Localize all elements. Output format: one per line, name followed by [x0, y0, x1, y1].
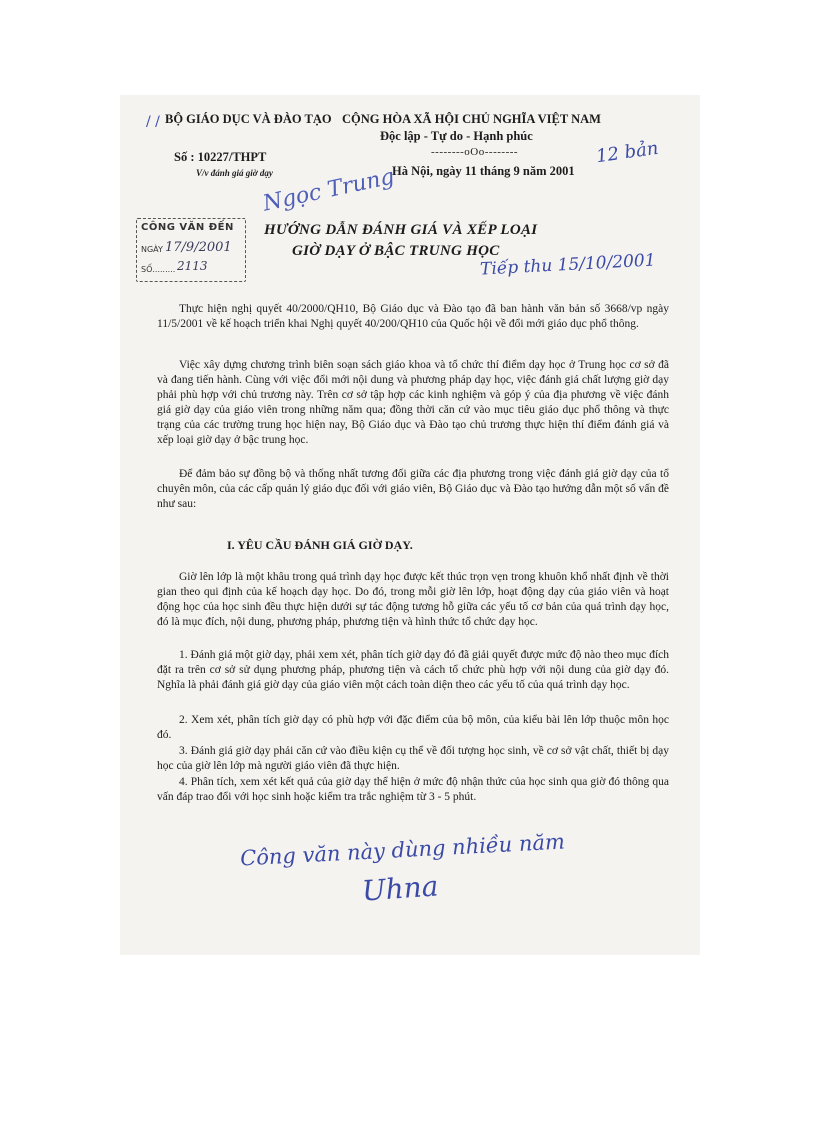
handwritten-initial: Ngọc Trung [260, 164, 397, 217]
document-title-line2: GIỜ DẠY Ở BẬC TRUNG HỌC [292, 243, 500, 259]
issuing-organization: BỘ GIÁO DỤC VÀ ĐÀO TẠO [165, 112, 332, 126]
stamp-title: CÔNG VĂN ĐẾN [141, 222, 234, 233]
document-subject: V/v đánh giá giờ dạy [196, 168, 273, 178]
handwritten-received-note: Tiếp thu 15/10/2001 [479, 250, 657, 280]
margin-mark: / / [146, 114, 160, 130]
republic-heading: CỘNG HÒA XÃ HỘI CHỦ NGHĨA VIỆT NAM [342, 112, 601, 126]
handwritten-signature: Uhna [360, 869, 440, 908]
paragraph: Giờ lên lớp là một khâu trong quá trình dạy học được kết thúc trọn vẹn trong khuôn khổ nhất định về thời gian theo qui định của kế hoạch dạy học. Do đó, trong mỗi giờ lên lớp, hoạt động dạy của giáo viên và hoạt động học của học sinh đều thực hiện dưới sự tác động tương hỗ giữa các yếu tố cơ bản của quá trình dạy học, đó là mục đích, nội dung, phương pháp, phương tiện và hình thức tổ chức dạy học. [157, 571, 669, 628]
paragraph: 3. Đánh giá giờ dạy phải căn cứ vào điều kiện cụ thể về đối tượng học sinh, về cơ sở vật chất, thiết bị dạy học của giờ lên lớp mà người giáo viên đã thực hiện. [157, 745, 669, 772]
received-stamp [136, 218, 246, 282]
paragraph: Việc xây dựng chương trình biên soạn sách giáo khoa và tổ chức thí điểm dạy học ở Trung học cơ sở đã và đang tiến hành. Cùng với việc đổi mới nội dung và phương pháp dạy học, việc đánh giá chất lượng giờ dạy phải phù hợp với chủ trương này. Trên cơ sở tập hợp các kinh nghiệm và góp ý của địa phương về việc đánh giá giờ dạy của giáo viên trong những năm qua; đồng thời căn cứ vào mục tiêu giáo dục phổ thông và thực trạng của các trường trung học hiện nay, Bộ Giáo dục và Đào tạo chủ trương thực hiện thí điểm đánh giá và xếp loại giờ dạy ở bậc trung học. [157, 359, 669, 446]
stamp-number: 2113 [177, 259, 208, 273]
paragraph: 4. Phân tích, xem xét kết quả của giờ dạy thể hiện ở mức độ nhận thức của học sinh qua giờ đó thông qua vấn đáp trao đổi với học sinh hoặc kiểm tra trắc nghiệm từ 3 - 5 phút. [157, 776, 669, 803]
handwritten-copies-note: 12 bản [594, 137, 660, 168]
national-motto: Độc lập - Tự do - Hạnh phúc [380, 129, 533, 143]
paragraph: Để đảm bảo sự đồng bộ và thống nhất tương đối giữa các địa phương trong việc đánh giá giờ dạy của tổ chuyên môn, của các cấp quản lý giáo dục đối với giáo viên, Bộ Giáo dục và Đào tạo hướng dẫn một số vấn đề như sau: [157, 468, 669, 510]
place-and-date: Hà Nội, ngày 11 tháng 9 năm 2001 [392, 164, 575, 178]
paragraph: Thực hiện nghị quyết 40/2000/QH10, Bộ Giáo dục và Đào tạo đã ban hành văn bản số 3668/vp ngày 11/5/2001 về kế hoạch triển khai Nghị quyết 40/200/QH10 của Quốc hội về đổi mới giáo dục phổ thông. [157, 303, 669, 330]
header-divider: --------oOo-------- [431, 146, 519, 158]
document-title-line1: HƯỚNG DẪN ĐÁNH GIÁ VÀ XẾP LOẠI [264, 222, 538, 238]
section-heading: I. YÊU CẦU ĐÁNH GIÁ GIỜ DẠY. [227, 538, 413, 552]
stamp-number-label: SỐ......... [141, 265, 176, 274]
stamp-date: 17/9/2001 [165, 240, 232, 255]
paragraph: 2. Xem xét, phân tích giờ dạy có phù hợp với đặc điểm của bộ môn, của kiểu bài lên lớp thuộc môn học đó. [157, 714, 669, 741]
stamp-date-label: NGÀY [141, 245, 163, 254]
document-number: Số : 10227/THPT [174, 150, 267, 164]
handwritten-annotation: Công văn này dùng nhiều năm [239, 829, 566, 871]
paragraph: 1. Đánh giá một giờ dạy, phải xem xét, phân tích giờ dạy đó đã giải quyết được mức độ nào theo mục đích đặt ra trên cơ sở sử dụng phương pháp, phương tiện và cách tổ chức phù hợp với nội dung của giờ dạy đó. Nghĩa là phải đánh giá giờ dạy của giáo viên một cách toàn diện theo các yếu tố của quá trình dạy học. [157, 649, 669, 691]
